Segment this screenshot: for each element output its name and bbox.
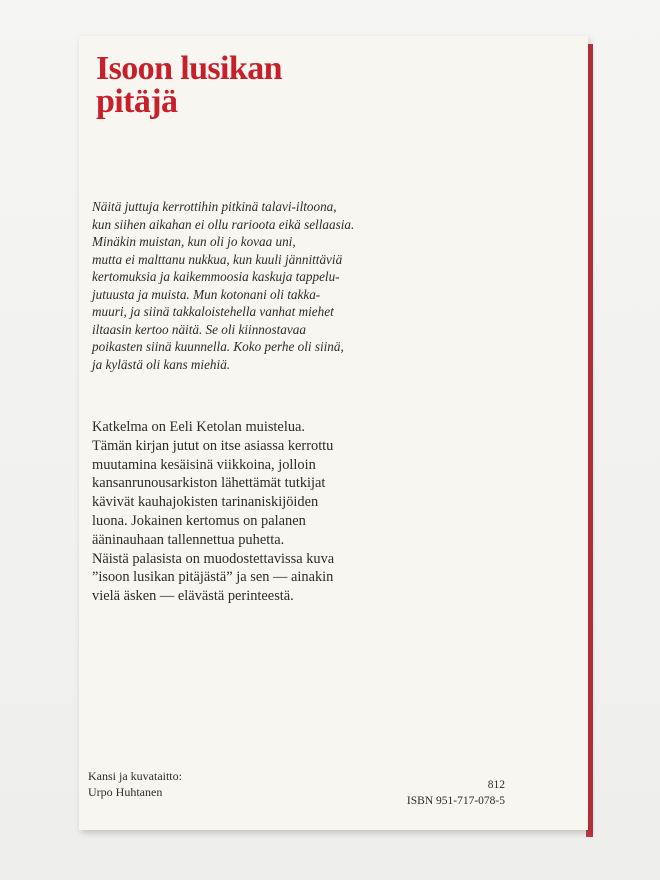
catalog-number: 812 <box>487 779 505 791</box>
quote-block <box>92 198 572 373</box>
book-title <box>96 52 282 118</box>
quote-line: Näitä juttuja kerrottihin pitkinä talavi-iltoona, <box>92 199 337 214</box>
description-line: Katkelma on Eeli Ketolan muistelua. <box>92 419 305 435</box>
credits-name: Urpo Huhtanen <box>88 785 163 799</box>
quote-line: iltaasin kertoo näitä. Se oli kiinnostavaa <box>92 321 306 337</box>
description-line: Näistä palasista on muodostettavissa kuva <box>92 550 335 567</box>
description-block <box>92 418 572 606</box>
description-line: muutamina kesäisinä viikkoina, jolloin <box>92 456 316 473</box>
description-line: ääninauhaan tallennettua puhetta. <box>92 531 285 548</box>
quote-line: kun siihen aikahan ei ollu rarioota eikä sellaasia. <box>92 216 355 232</box>
quote-line: muuri, ja siinä takkaloistehella vanhat miehet <box>92 304 334 319</box>
quote-line: mutta ei malttanu nukkua, kun kuuli jännittäviä <box>92 251 343 267</box>
quote-line: jutuusta ja muista. Mun kotonani oli takka- <box>92 286 321 302</box>
description-line: kansanrunousarkiston lähettämät tutkijat <box>92 475 326 492</box>
credits-label: Kansi ja kuvataitto: <box>88 769 182 783</box>
cover-credits <box>88 768 182 800</box>
catalog-info <box>407 777 505 809</box>
quote-line: kertomuksia ja kaikemmoosia kaskuja tappelu- <box>92 269 340 284</box>
description-line: Tämän kirjan jutut on itse asiassa kerrottu <box>92 437 334 454</box>
book-back-cover <box>79 36 588 830</box>
description-line: ”isoon lusikan pitäjästä” ja sen — ainakin <box>92 569 334 586</box>
quote-line: Minäkin muistan, kun oli jo kovaa uni, <box>92 234 296 249</box>
description-line: vielä äsken — elävästä perinteestä. <box>92 588 294 605</box>
book-title-line: Isoon lusikan <box>96 50 282 87</box>
isbn-number: ISBN 951-717-078-5 <box>406 795 505 807</box>
quote-line: ja kylästä oli kans miehiä. <box>92 356 231 372</box>
description-line: luona. Jokainen kertomus on palanen <box>92 512 306 529</box>
description-line: kävivät kauhajokisten tarinaniskijöiden <box>92 494 319 511</box>
book-title-line: pitäjä <box>96 83 178 120</box>
quote-line: poikasten siinä kuunnella. Koko perhe oli siinä, <box>92 339 344 354</box>
